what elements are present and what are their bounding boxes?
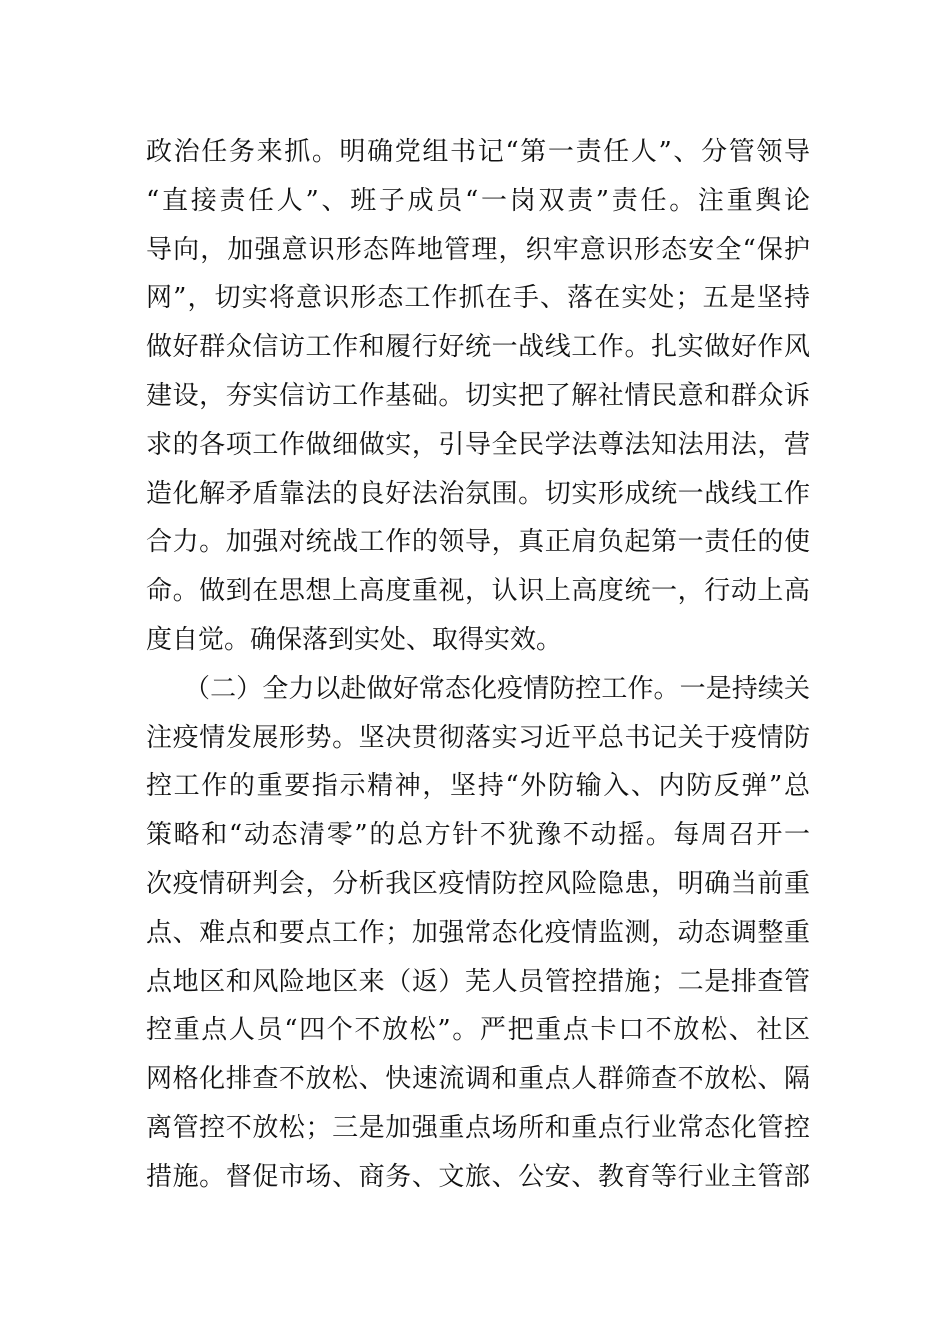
text-line: 命。做到在思想上高度重视，认识上高度统一，行动上高	[146, 576, 810, 607]
text-line: 措施。督促市场、商务、文旅、公安、教育等行业主管部	[146, 1161, 810, 1192]
body-text	[146, 128, 810, 1202]
text-line: 控重点人员“四个不放松”。严把重点卡口不放松、社区	[146, 1015, 810, 1046]
text-line: 政治任务来抓。明确党组书记“第一责任人”、分管领导	[146, 137, 810, 167]
text-line: 次疫情研判会，分析我区疫情防控风险隐患，明确当前重	[146, 868, 810, 899]
text-line: 注疫情发展形势。坚决贯彻落实习近平总书记关于疫情防	[146, 722, 810, 753]
text-line: 求的各项工作做细做实，引导全民学法尊法知法用法，营	[146, 429, 810, 460]
text-line: “直接责任人”、班子成员“一岗双责”责任。注重舆论	[146, 185, 810, 216]
text-line: 控工作的重要指示精神，坚持“外防输入、内防反弹”总	[146, 771, 810, 802]
text-line: 离管控不放松；三是加强重点场所和重点行业常态化管控	[146, 1112, 810, 1143]
text-line: 建设，夯实信访工作基础。切实把了解社情民意和群众诉	[146, 380, 810, 411]
section-heading-line: （二）全力以赴做好常态化疫情防控工作。一是持续关	[184, 673, 810, 704]
text-line: 造化解矛盾靠法的良好法治氛围。切实形成统一战线工作	[146, 478, 810, 509]
text-line: 合力。加强对统战工作的领导，真正肩负起第一责任的使	[146, 527, 810, 558]
text-line: 策略和“动态清零”的总方针不犹豫不动摇。每周召开一	[146, 820, 810, 851]
text-line: 做好群众信访工作和履行好统一战线工作。扎实做好作风	[146, 332, 810, 363]
text-line: 点、难点和要点工作；加强常态化疫情监测，动态调整重	[146, 917, 810, 948]
text-line: 网格化排查不放松、快速流调和重点人群筛查不放松、隔	[146, 1064, 810, 1095]
text-line: 点地区和风险地区来（返）芜人员管控措施；二是排查管	[146, 966, 810, 997]
paragraph-end-line: 度自觉。确保落到实处、取得实效。	[146, 624, 563, 655]
text-line: 网”，切实将意识形态工作抓在手、落在实处；五是坚持	[146, 283, 810, 314]
text-line: 导向，加强意识形态阵地管理，织牢意识形态安全“保护	[146, 234, 810, 265]
